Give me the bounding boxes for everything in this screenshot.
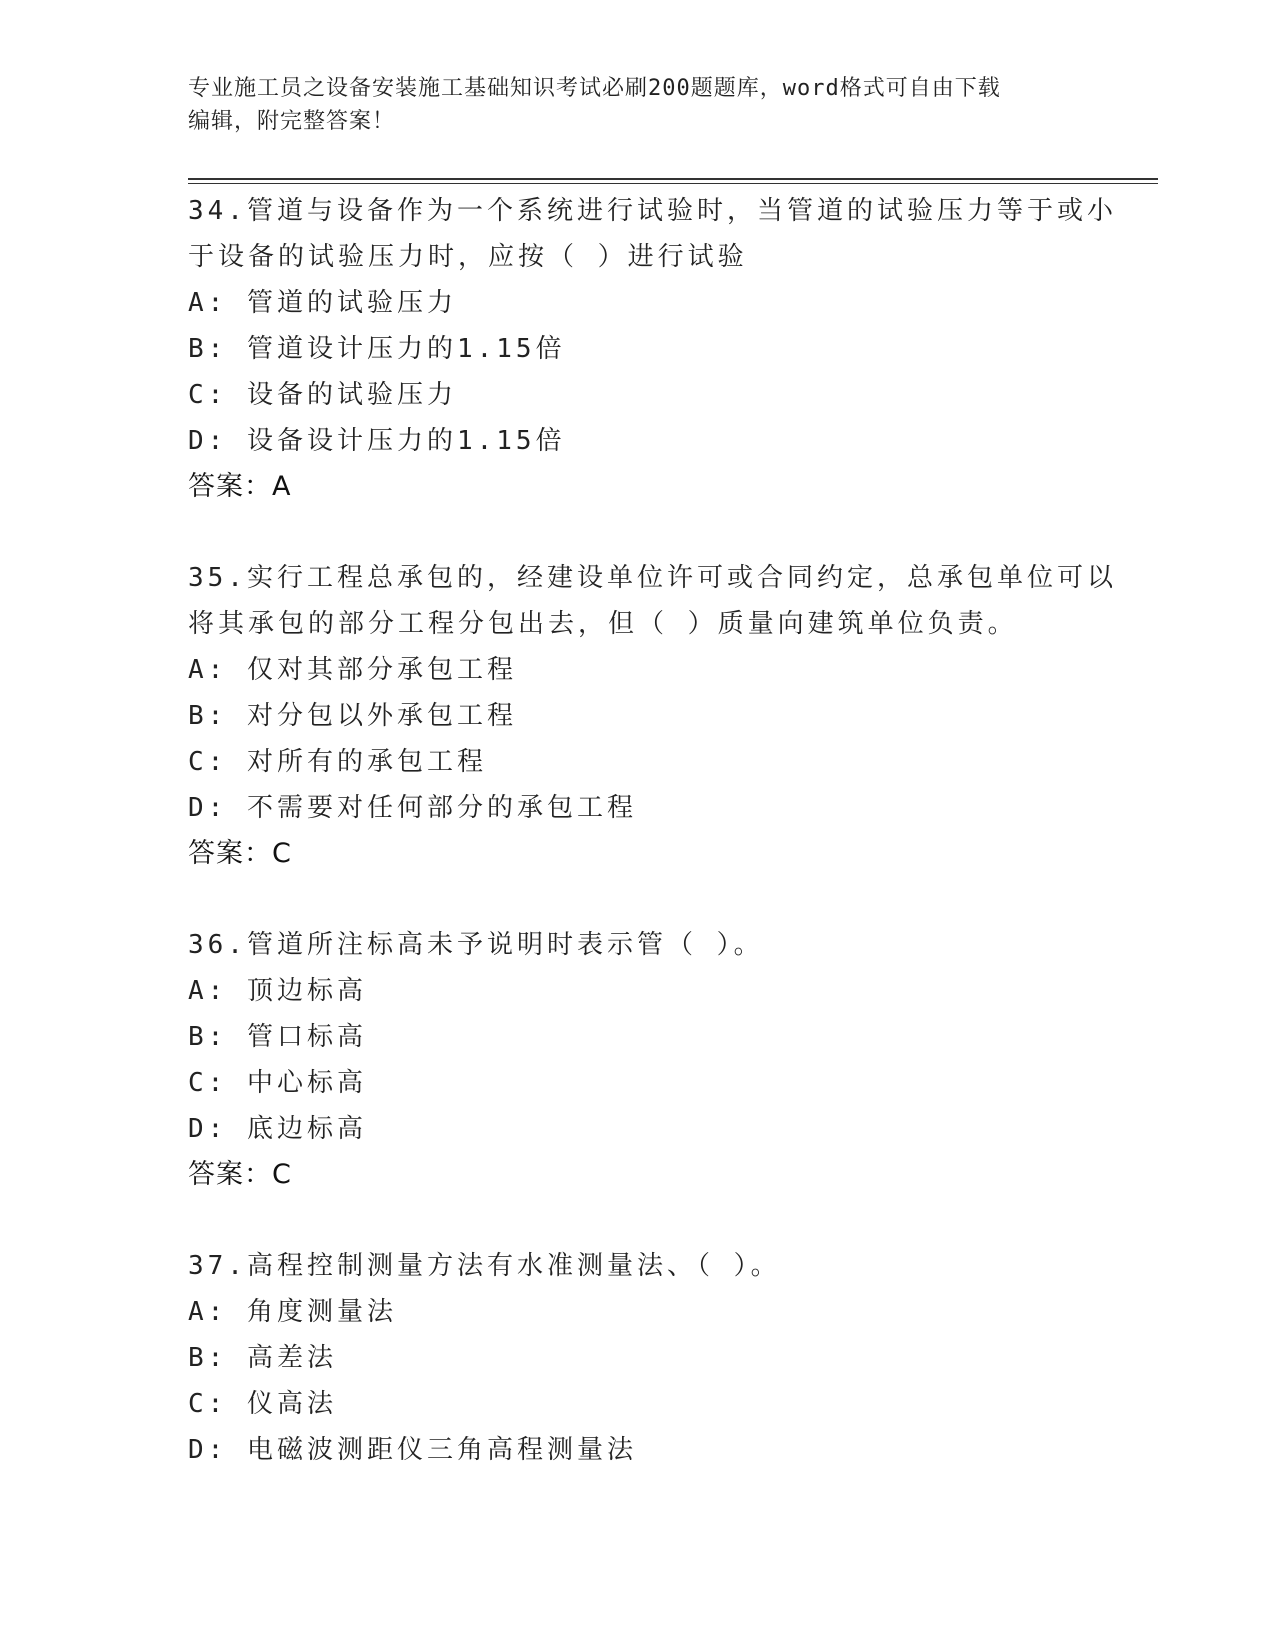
question-34 — [188, 188, 1188, 510]
question-text: 36.管道所注标高未予说明时表示管（ ）。 — [188, 930, 764, 960]
option-c: C: 对所有的承包工程 — [188, 747, 487, 777]
option-a: A: 角度测量法 — [188, 1297, 397, 1327]
option-a: A: 仅对其部分承包工程 — [188, 655, 517, 685]
question-37 — [188, 1243, 1188, 1473]
option-d: D: 电磁波测距仪三角高程测量法 — [188, 1435, 637, 1465]
answer-label: 答案：A — [188, 471, 292, 502]
option-a: A: 管道的试验压力 — [188, 288, 457, 318]
option-c: C: 设备的试验压力 — [188, 380, 457, 410]
question-text: 将其承包的部分工程分包出去，但（ ）质量向建筑单位负责。 — [188, 609, 1018, 639]
option-a: A: 顶边标高 — [188, 976, 367, 1006]
option-b: B: 管道设计压力的1.15倍 — [188, 334, 566, 364]
question-text: 于设备的试验压力时，应按（ ）进行试验 — [188, 242, 748, 272]
header-divider — [188, 178, 1158, 184]
answer-label: 答案：C — [188, 1159, 292, 1190]
option-c: C: 仪高法 — [188, 1389, 337, 1419]
question-text: 37.高程控制测量方法有水准测量法、（ ）。 — [188, 1251, 781, 1281]
question-text: 34.管道与设备作为一个系统进行试验时，当管道的试验压力等于或小 — [188, 196, 1117, 226]
question-text: 35.实行工程总承包的，经建设单位许可或合同约定，总承包单位可以 — [188, 563, 1117, 593]
header-line-2: 编辑，附完整答案！ — [188, 109, 396, 134]
document-header — [188, 72, 1088, 138]
answer-label: 答案：C — [188, 838, 292, 869]
option-d: D: 底边标高 — [188, 1114, 367, 1144]
option-b: B: 对分包以外承包工程 — [188, 701, 517, 731]
option-d: D: 不需要对任何部分的承包工程 — [188, 793, 637, 823]
question-35 — [188, 555, 1188, 877]
option-b: B: 管口标高 — [188, 1022, 367, 1052]
option-b: B: 高差法 — [188, 1343, 337, 1373]
question-list — [188, 188, 1188, 1518]
option-c: C: 中心标高 — [188, 1068, 367, 1098]
header-line-1: 专业施工员之设备安装施工基础知识考试必刷200题题库，word格式可自由下载 — [188, 76, 1001, 101]
option-d: D: 设备设计压力的1.15倍 — [188, 426, 566, 456]
question-36 — [188, 922, 1188, 1198]
